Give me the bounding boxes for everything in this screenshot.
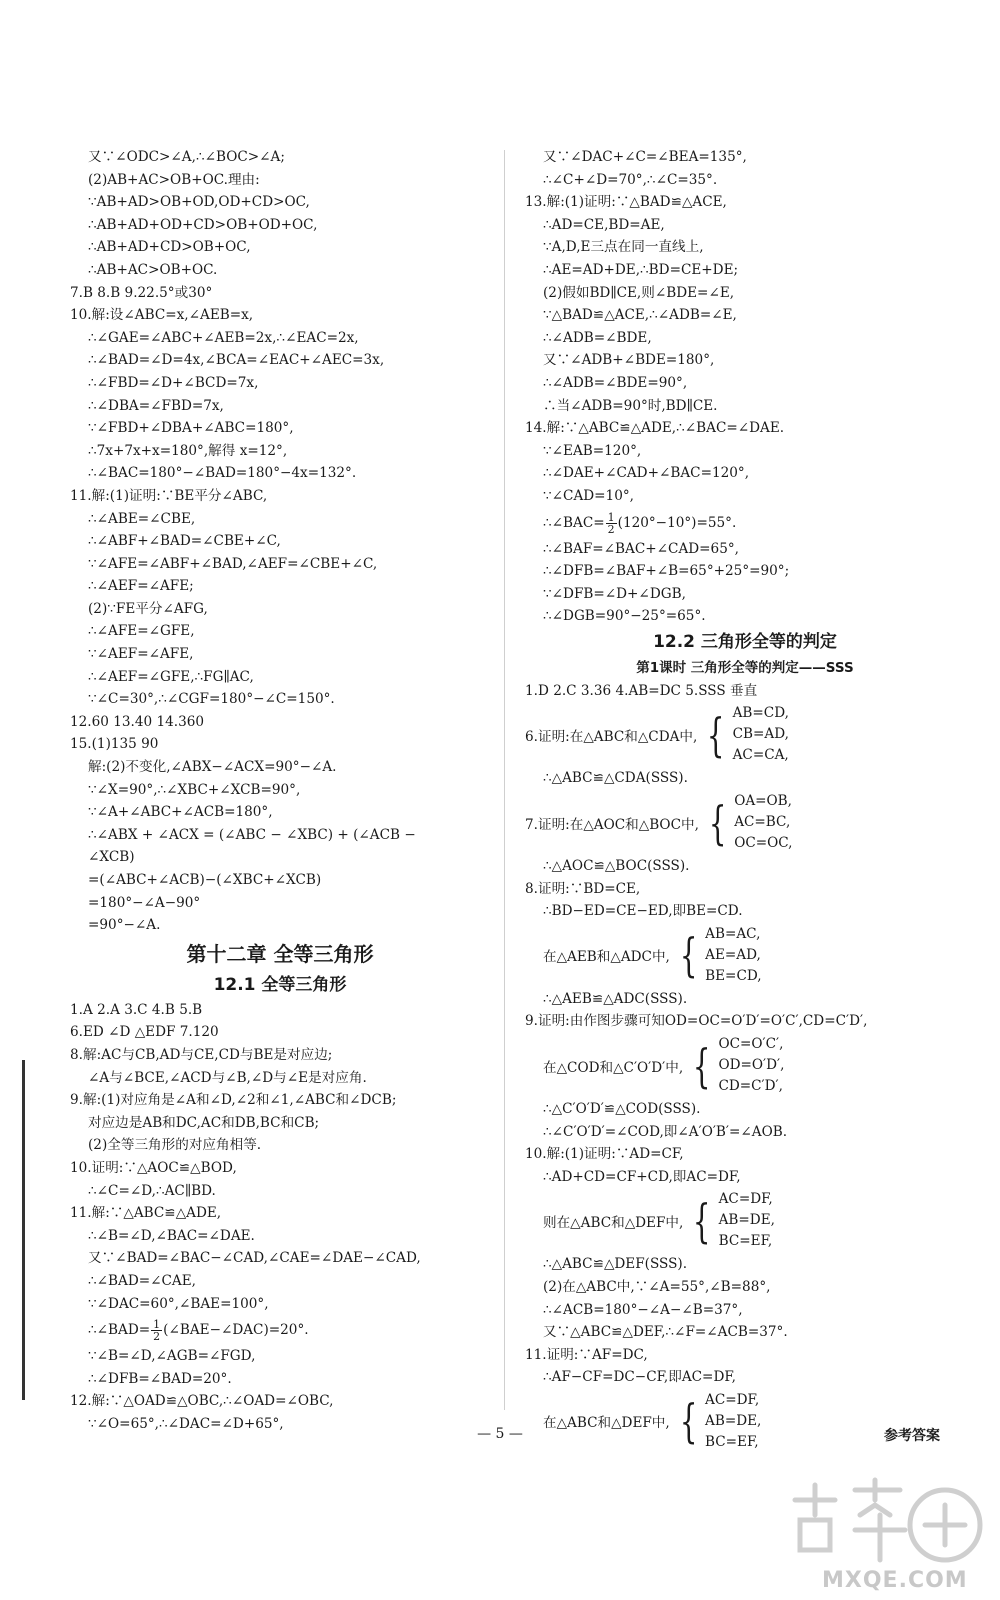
condition-line: OC=O′C′, <box>718 1036 784 1053</box>
frac-num: 1 <box>607 510 615 524</box>
condition-line: OD=O′D′, <box>718 1057 785 1074</box>
text-line: 11.解:(1)证明:∵BE平分∠ABC, <box>70 487 268 504</box>
text-line: ∴∠DBA=∠FBD=7x, <box>88 397 224 414</box>
text-line: ∴∠AFE=∠GFE, <box>88 623 195 640</box>
condition-line: AE=AD, <box>705 946 761 963</box>
section-12-2-title: 12.2 三角形全等的判定 <box>653 631 837 652</box>
text-line: ∵AB+AD>OB+OD,OD+CD>OC, <box>88 194 310 211</box>
lesson-1-title: 第1课时 三角形全等的判定——SSS <box>636 659 854 676</box>
condition-line: CD=C′D′, <box>718 1078 783 1095</box>
text-line: 1.A 2.A 3.C 4.B 5.B <box>70 1001 203 1018</box>
conclusion-line: ∴△C′O′D′≌△COD(SSS). <box>543 1101 701 1118</box>
left-block-3 <box>70 1345 490 1435</box>
text-line: 10.证明:∵△AOC≌△BOD, <box>70 1159 237 1176</box>
brace-symbol: { <box>707 707 725 762</box>
condition-system <box>525 1034 965 1097</box>
text-line: (2)∵FE平分∠AFG, <box>88 600 208 617</box>
text-line: ∴∠GAE=∠ABC+∠AEB=2x,∴∠EAC=2x, <box>88 329 359 346</box>
left-block-1 <box>70 146 490 937</box>
system-intro: 在△AEB和△ADC中, <box>543 949 670 966</box>
text-line: ∠A与∠BCE,∠ACD与∠B,∠D与∠E是对应角. <box>88 1069 367 1086</box>
text-line: 9.解:(1)对应角是∠A和∠D,∠2和∠1,∠ABC和∠DCB; <box>70 1092 397 1109</box>
system-conditions <box>719 1189 775 1252</box>
text-line: 6.ED ∠D △EDF 7.120 <box>70 1024 219 1041</box>
p9-line-last: ∴∠C′O′D′=∠COD,即∠A′O′B′=∠AOB. <box>543 1123 788 1140</box>
system-conditions <box>733 703 789 766</box>
text-line: ∵∠AFE=∠ABF+∠BAD,∠AEF=∠CBE+∠C, <box>88 555 378 572</box>
text-line: ∴∠B=∠D,∠BAC=∠DAE. <box>88 1227 255 1244</box>
p8-line-2: ∴BD−ED=CE−ED,即BE=CD. <box>543 903 743 920</box>
condition-line: AC=BC, <box>734 814 791 831</box>
p9-line-1: 9.证明:由作图步骤可知OD=OC=O′D′=O′C′,CD=C′D′, <box>525 1013 868 1030</box>
text-line: ∵∠CAD=10°, <box>543 487 634 504</box>
conclusion-line: ∴△AOC≌△BOC(SSS). <box>543 858 690 875</box>
problem-10 <box>525 1189 965 1276</box>
conclusion-line: ∴△ABC≌△DEF(SSS). <box>543 1256 688 1273</box>
text-line: ∵△BAD≌△ACE,∴∠ADB=∠E, <box>543 307 737 324</box>
text-line: 对应边是AB和DC,AC和DB,BC和CB; <box>88 1114 320 1131</box>
text-line: ∴∠BAD=∠CAE, <box>88 1272 196 1289</box>
problem-9 <box>525 1034 965 1121</box>
brace-symbol: { <box>679 928 698 983</box>
text-line: 15.(1)135 90 <box>70 736 159 753</box>
system-intro: 7.证明:在△AOC和△BOC中, <box>525 816 699 833</box>
chapter-title: 第十二章 全等三角形 <box>186 941 374 966</box>
text-line: 14.解:∵△ABC≌△ADE,∴∠BAC=∠DAE. <box>525 420 785 437</box>
condition-system <box>525 924 965 987</box>
brace-symbol: { <box>708 795 727 850</box>
p10-line-2: ∴AD+CD=CF+CD,即AC=DF, <box>543 1168 741 1185</box>
left-block-2 <box>70 999 490 1315</box>
condition-system <box>525 1189 965 1252</box>
text-line: ∴∠ABX + ∠ACX = (∠ABC − ∠XBC) + (∠ACB − <box>88 826 416 843</box>
frac-num: 1 <box>153 1318 161 1332</box>
right-block-3 <box>525 1276 965 1389</box>
text-line: ∴∠AEF=∠GFE,∴FG∥AC, <box>88 668 254 685</box>
text-line: ∴∠BAF=∠BAC+∠CAD=65°, <box>543 540 739 557</box>
text-line: ∴∠C+∠D=70°,∴∠C=35°. <box>543 171 718 188</box>
text-line: ∴AB+AC>OB+OC. <box>88 261 218 278</box>
system-conditions <box>734 791 792 854</box>
text-line: ∴AF−CF=DC−CF,即AC=DF, <box>543 1369 736 1386</box>
condition-line: AC=DF, <box>718 1191 773 1208</box>
text-line: ∴∠FBD=∠D+∠BCD=7x, <box>88 374 259 391</box>
p8-line-1: 8.证明:∵BD=CE, <box>525 880 641 897</box>
text-line: ∴AB+AD+CD>OB+OC, <box>88 239 251 256</box>
text-line: (2)AB+AC>OB+OC.理由: <box>88 171 260 188</box>
text-line: ∴∠ACB=180°−∠A−∠B=37°, <box>543 1301 743 1318</box>
condition-line: AB=DE, <box>718 1212 775 1229</box>
text-line: (2)假如BD∥CE,则∠BDE=∠E, <box>543 284 735 301</box>
condition-system <box>525 703 965 766</box>
text-line: ∴∠DFB=∠BAF+∠B=65°+25°=90°; <box>543 563 790 580</box>
text-line: ∴∠C=∠D,∴AC∥BD. <box>88 1182 216 1199</box>
text-line: ∵∠DAC=60°,∠BAE=100°, <box>88 1295 269 1312</box>
text-line: ∴7x+7x+x=180°,解得 x=12°, <box>88 442 288 459</box>
right-column <box>525 146 965 1454</box>
watermark-text: MXQE.COM <box>822 1568 968 1593</box>
text-line: 12.60 13.40 14.360 <box>70 713 205 730</box>
text-line: ∵∠EAB=120°, <box>543 442 642 459</box>
fraction <box>151 1319 162 1342</box>
right-block-2 <box>525 538 965 628</box>
binding-edge <box>22 1060 25 1400</box>
fraction-line-left <box>70 1315 490 1345</box>
text-line: =(∠ABC+∠ACB)−(∠XBC+∠XCB) <box>88 872 322 888</box>
conclusion-line: ∴△ABC≌△CDA(SSS). <box>543 770 688 787</box>
text-line: 13.解:(1)证明:∵△BAD≌△ACE, <box>525 194 727 211</box>
text-line: 12.解:∵△OAD≌△OBC,∴∠OAD=∠OBC, <box>70 1393 334 1410</box>
text-line: ∴当∠ADB=90°时,BD∥CE. <box>543 397 718 414</box>
text-line: ∴∠DGB=90°−25°=65°. <box>543 608 706 625</box>
text-line: (2)在△ABC中,∵∠A=55°,∠B=88°, <box>543 1279 771 1295</box>
text-line: ∵∠A+∠ABC+∠ACB=180°, <box>88 804 273 821</box>
text-line: ∴∠AEF=∠AFE; <box>88 578 194 595</box>
text-line: (2)全等三角形的对应角相等. <box>88 1137 262 1154</box>
text-line: ∵∠FBD+∠DBA+∠ABC=180°, <box>88 420 294 437</box>
fraction <box>606 512 617 535</box>
text-line: ∠XCB) <box>88 849 135 866</box>
condition-system <box>525 791 965 854</box>
conclusion-line: ∴△AEB≌△ADC(SSS). <box>543 990 688 1007</box>
text-line: ∴∠ABE=∠CBE, <box>88 510 196 527</box>
brace-symbol: { <box>679 1394 698 1449</box>
text-line: ∵∠AEF=∠AFE, <box>88 646 194 663</box>
frac-pre: ∴∠BAD= <box>88 1322 151 1339</box>
text-line: ∴∠BAD=∠D=4x,∠BCA=∠EAC+∠AEC=3x, <box>88 352 385 369</box>
text-line: 又∵△ABC≌△DEF,∴∠F=∠ACB=37°. <box>543 1324 788 1341</box>
condition-line: BC=EF, <box>705 1433 759 1450</box>
text-line: 又∵∠ODC>∠A,∴∠BOC>∠A; <box>88 149 285 165</box>
system-conditions <box>705 924 761 987</box>
text-line: ∵∠X=90°,∴∠XBC+∠XCB=90°, <box>88 781 301 798</box>
text-line: 11.解:∵△ABC≌△ADE, <box>70 1205 222 1222</box>
text-line: 8.解:AC与CB,AD与CE,CD与BE是对应边; <box>70 1046 333 1063</box>
condition-line: AC=CA, <box>732 747 789 764</box>
text-line: =180°−∠A−90° <box>88 894 201 911</box>
system-conditions <box>718 1034 784 1097</box>
page-number: — 5 — <box>477 1426 523 1442</box>
footer-label: 参考答案 <box>884 1428 940 1444</box>
column-divider <box>504 150 505 1410</box>
condition-line: BC=EF, <box>718 1233 773 1250</box>
text-line: ∵∠O=65°,∴∠DAC=∠D+65°, <box>88 1415 284 1432</box>
problem-6 <box>525 703 965 790</box>
left-column <box>70 146 490 1435</box>
text-line: ∴∠ADB=∠BDE, <box>543 329 652 346</box>
condition-line: CB=AD, <box>732 726 789 743</box>
text-line: ∴∠BAC=180°−∠BAD=180°−4x=132°. <box>88 465 357 482</box>
text-line: =90°−∠A. <box>88 917 161 934</box>
text-line: ∴∠ADB=∠BDE=90°, <box>543 374 688 391</box>
text-line: ∴∠DFB=∠BAD=20°. <box>88 1370 232 1387</box>
right-block-1 <box>525 146 965 508</box>
frac-pre: ∴∠BAC= <box>543 514 605 531</box>
system-intro: 在△COD和△C′O′D′中, <box>543 1059 684 1076</box>
system-intro: 6.证明:在△ABC和△CDA中, <box>525 728 698 745</box>
problem-7 <box>525 791 965 878</box>
text-line: 又∵∠DAC+∠C=∠BEA=135°, <box>543 149 747 165</box>
brace-symbol: { <box>693 1038 711 1093</box>
system-intro: 则在△ABC和△DEF中, <box>543 1214 684 1231</box>
text-line: 又∵∠ADB+∠BDE=180°, <box>543 352 715 369</box>
text-line: ∴AE=AD+DE,∴BD=CE+DE; <box>543 261 739 278</box>
condition-line: AB=CD, <box>732 705 789 722</box>
condition-line: AB=DE, <box>705 1412 762 1429</box>
system-conditions <box>705 1390 761 1453</box>
fraction-line-right <box>525 508 965 538</box>
condition-line: AC=DF, <box>705 1391 760 1408</box>
text-line: ∵∠B=∠D,∠AGB=∠FGD, <box>88 1348 256 1365</box>
condition-line: BE=CD, <box>705 967 762 984</box>
text-line: ∴AD=CE,BD=AE, <box>543 216 665 233</box>
text-line: ∵∠DFB=∠D+∠DGB, <box>543 585 686 602</box>
frac-post: (120°−10°)=55°. <box>617 514 737 531</box>
text-line: ∴∠DAE+∠CAD+∠BAC=120°, <box>543 465 750 482</box>
condition-line: OC=OC, <box>734 835 793 852</box>
system-intro: 在△ABC和△DEF中, <box>543 1415 670 1432</box>
brace-symbol: { <box>693 1193 711 1248</box>
text-line: ∵∠C=30°,∴∠CGF=180°−∠C=150°. <box>88 691 335 708</box>
text-line: ∴∠ABF+∠BAD=∠CBE+∠C, <box>88 533 281 550</box>
text-line: ∴AB+AD+OD+CD>OB+OD+OC, <box>88 216 318 233</box>
text-line: 7.B 8.B 9.22.5°或30° <box>70 284 213 301</box>
text-line: 10.解:设∠ABC=x,∠AEB=x, <box>70 307 254 324</box>
condition-line: OA=OB, <box>734 793 792 810</box>
answers-line: 1.D 2.C 3.36 4.AB=DC 5.SSS 垂直 <box>525 682 758 699</box>
text-line: 解:(2)不变化,∠ABX−∠ACX=90°−∠A. <box>88 759 337 776</box>
frac-den: 2 <box>607 522 615 536</box>
frac-den: 2 <box>153 1330 161 1344</box>
problem-8 <box>525 924 965 1011</box>
p10-line-1: 10.解:(1)证明:∵AD=CF, <box>525 1146 684 1163</box>
frac-post: (∠BAE−∠DAC)=20°. <box>163 1322 309 1339</box>
text-line: 11.证明:∵AF=DC, <box>525 1346 648 1363</box>
section-12-1-title: 12.1 全等三角形 <box>213 974 347 995</box>
text-line: 又∵∠BAD=∠BAC−∠CAD,∠CAE=∠DAE−∠CAD, <box>88 1250 421 1267</box>
condition-line: AB=AC, <box>705 925 761 942</box>
text-line: ∵A,D,E三点在同一直线上, <box>543 239 704 256</box>
